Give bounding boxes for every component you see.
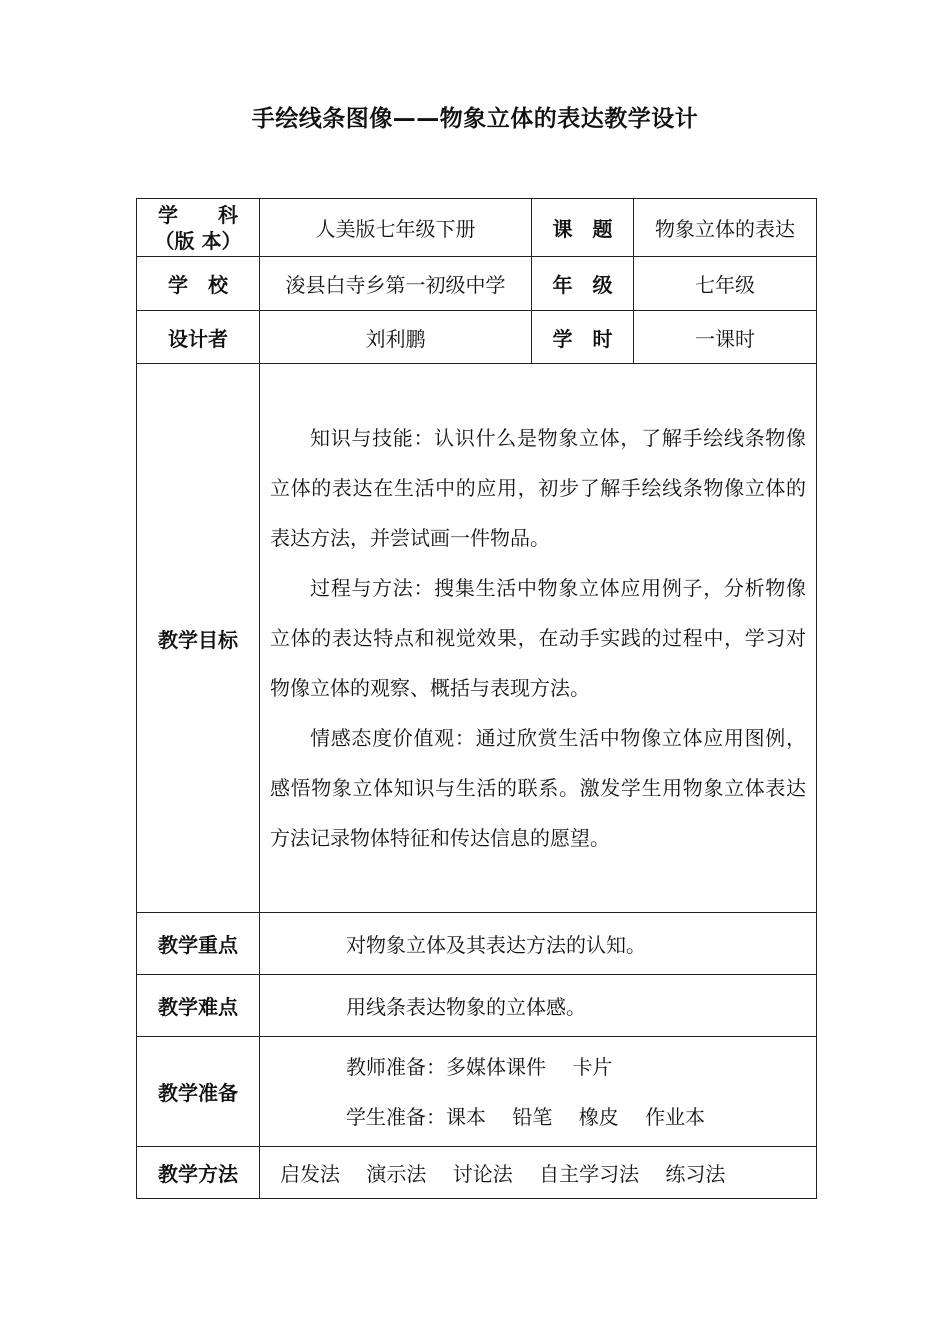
grade-label: 年 级 bbox=[532, 257, 634, 311]
page-title: 手绘线条图像——物象立体的表达教学设计 bbox=[251, 106, 699, 132]
table-row-designer bbox=[137, 311, 817, 364]
goals-content bbox=[260, 364, 817, 913]
school-label: 学 校 bbox=[137, 257, 260, 311]
key-value: 对物象立体及其表达方法的认知。 bbox=[260, 913, 817, 975]
table-row-key bbox=[137, 913, 817, 975]
designer-label: 设计者 bbox=[137, 311, 260, 364]
goals-label: 教学目标 bbox=[137, 364, 260, 913]
lesson-plan-table bbox=[136, 198, 817, 1199]
goal-knowledge: 知识与技能：认识什么是物象立体，了解手绘线条物像立体的表达在生活中的应用，初步了解手绘线条物像立体的表达方法，并尝试画一件物品。 bbox=[270, 426, 806, 550]
table-row-subject bbox=[137, 199, 817, 257]
grade-value: 七年级 bbox=[634, 257, 817, 311]
key-label: 教学重点 bbox=[137, 913, 260, 975]
table-row-difficulty bbox=[137, 975, 817, 1037]
method-label: 教学方法 bbox=[137, 1147, 260, 1199]
goal-process: 过程与方法：搜集生活中物象立体应用例子，分析物像立体的表达特点和视觉效果，在动手实践的过程中，学习对物像立体的观察、概括与表现方法。 bbox=[270, 576, 806, 700]
subject-value: 人美版七年级下册 bbox=[260, 199, 532, 257]
designer-value: 刘利鹏 bbox=[260, 311, 532, 364]
topic-label: 课 题 bbox=[532, 199, 634, 257]
goal-emotion: 情感态度价值观：通过欣赏生活中物像立体应用图例，感悟物象立体知识与生活的联系。激发学生用物象立体表达方法记录物体特征和传达信息的愿望。 bbox=[270, 726, 806, 850]
table-row-goals bbox=[137, 364, 817, 913]
table-row-method bbox=[137, 1147, 817, 1199]
subject-label: 学 科 （版 本） bbox=[137, 199, 260, 257]
prep-label: 教学准备 bbox=[137, 1037, 260, 1147]
prep-teacher: 教师准备：多媒体课件 卡片 bbox=[346, 1054, 613, 1079]
prep-student: 学生准备：课本 铅笔 橡皮 作业本 bbox=[346, 1104, 706, 1129]
hours-value: 一课时 bbox=[634, 311, 817, 364]
table-row-school bbox=[137, 257, 817, 311]
difficulty-label: 教学难点 bbox=[137, 975, 260, 1037]
method-value: 启发法 演示法 讨论法 自主学习法 练习法 bbox=[260, 1147, 817, 1199]
topic-value: 物象立体的表达 bbox=[634, 199, 817, 257]
school-value: 浚县白寺乡第一初级中学 bbox=[260, 257, 532, 311]
prep-content bbox=[260, 1037, 817, 1147]
table-row-prep bbox=[137, 1037, 817, 1147]
difficulty-value: 用线条表达物象的立体感。 bbox=[260, 975, 817, 1037]
hours-label: 学 时 bbox=[532, 311, 634, 364]
